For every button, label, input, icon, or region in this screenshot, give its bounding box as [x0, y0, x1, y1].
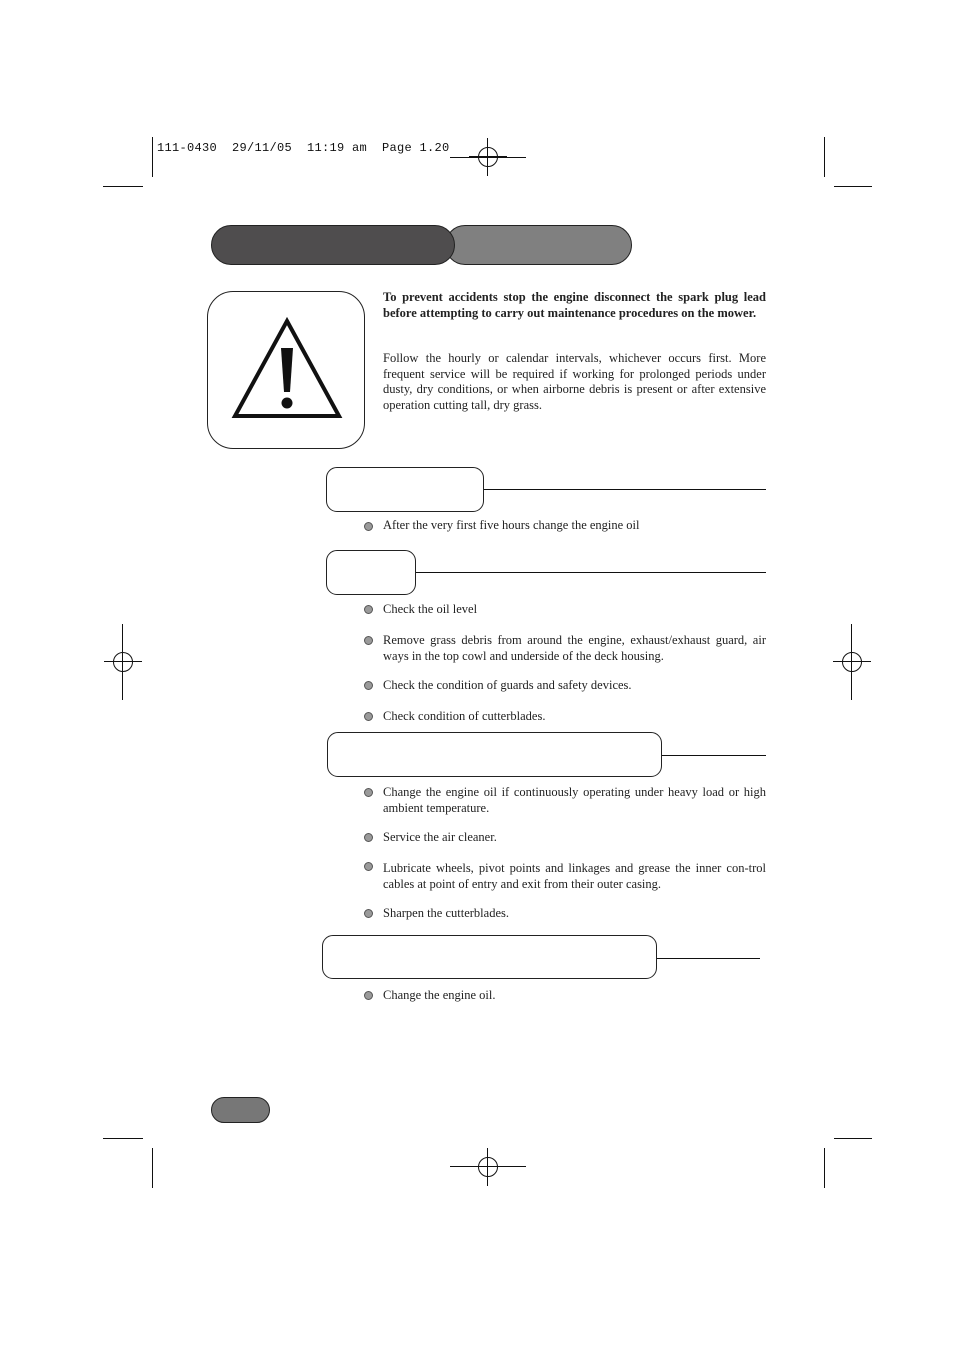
warning-bold-text: To prevent accidents stop the engine disconnect the spark plug lead before attempting to carry out maintenance procedures on the mower.: [383, 290, 766, 320]
print-slug: 111-0430 29/11/05 11:19 am Page 1.20: [157, 141, 450, 155]
list-item: After the very first five hours change the engine oil: [383, 518, 640, 532]
bullet: [364, 681, 373, 690]
page-number-pill: [211, 1097, 270, 1123]
registration-mark-top: [469, 138, 507, 176]
section-1-heading-box: [326, 467, 484, 512]
list-item: Change the engine oil.: [383, 988, 496, 1002]
list-item: Lubricate wheels, pivot points and linkages and grease the inner con-trol cables at point of entry and exit from their outer casing.: [383, 861, 766, 891]
section-4-rule: [657, 958, 760, 959]
list-item: Remove grass debris from around the engine, exhaust/exhaust guard, air ways in the top cowl and underside of the deck housing.: [383, 633, 766, 663]
bullet: [364, 833, 373, 842]
list-item: Check the oil level: [383, 602, 478, 616]
header-tab-light: [445, 225, 632, 265]
bullet: [364, 788, 373, 797]
warning-body-text: Follow the hourly or calendar intervals, whichever occurs first. More frequent service will be required if working for prolonged periods under dusty, dry conditions, or when airborne debris is present or after extensive operation cutting tall, dry grass.: [383, 351, 766, 412]
section-4-heading-box: [322, 935, 657, 979]
bullet: [364, 605, 373, 614]
bullet: [364, 862, 373, 871]
list-item: Check the condition of guards and safety devices.: [383, 678, 632, 692]
list-item: Service the air cleaner.: [383, 830, 497, 844]
list-item: Change the engine oil if continuously operating under heavy load or high ambient temperature.: [383, 785, 766, 815]
bullet: [364, 712, 373, 721]
bullet: [364, 636, 373, 645]
bullet: [364, 909, 373, 918]
warning-box: [207, 291, 365, 449]
registration-mark-right: [833, 643, 871, 681]
section-1-rule: [484, 489, 766, 490]
section-2-rule: [416, 572, 766, 573]
section-3-heading-box: [327, 732, 662, 777]
section-3-rule: [662, 755, 766, 756]
section-2-heading-box: [326, 550, 416, 595]
registration-mark-bottom: [469, 1148, 507, 1186]
list-item: Sharpen the cutterblades.: [383, 906, 509, 920]
registration-mark-left: [104, 643, 142, 681]
warning-triangle-icon: [230, 316, 344, 420]
bullet: [364, 522, 373, 531]
list-item: Check condition of cutterblades.: [383, 709, 546, 723]
header-tab-dark: [211, 225, 455, 265]
bullet: [364, 991, 373, 1000]
